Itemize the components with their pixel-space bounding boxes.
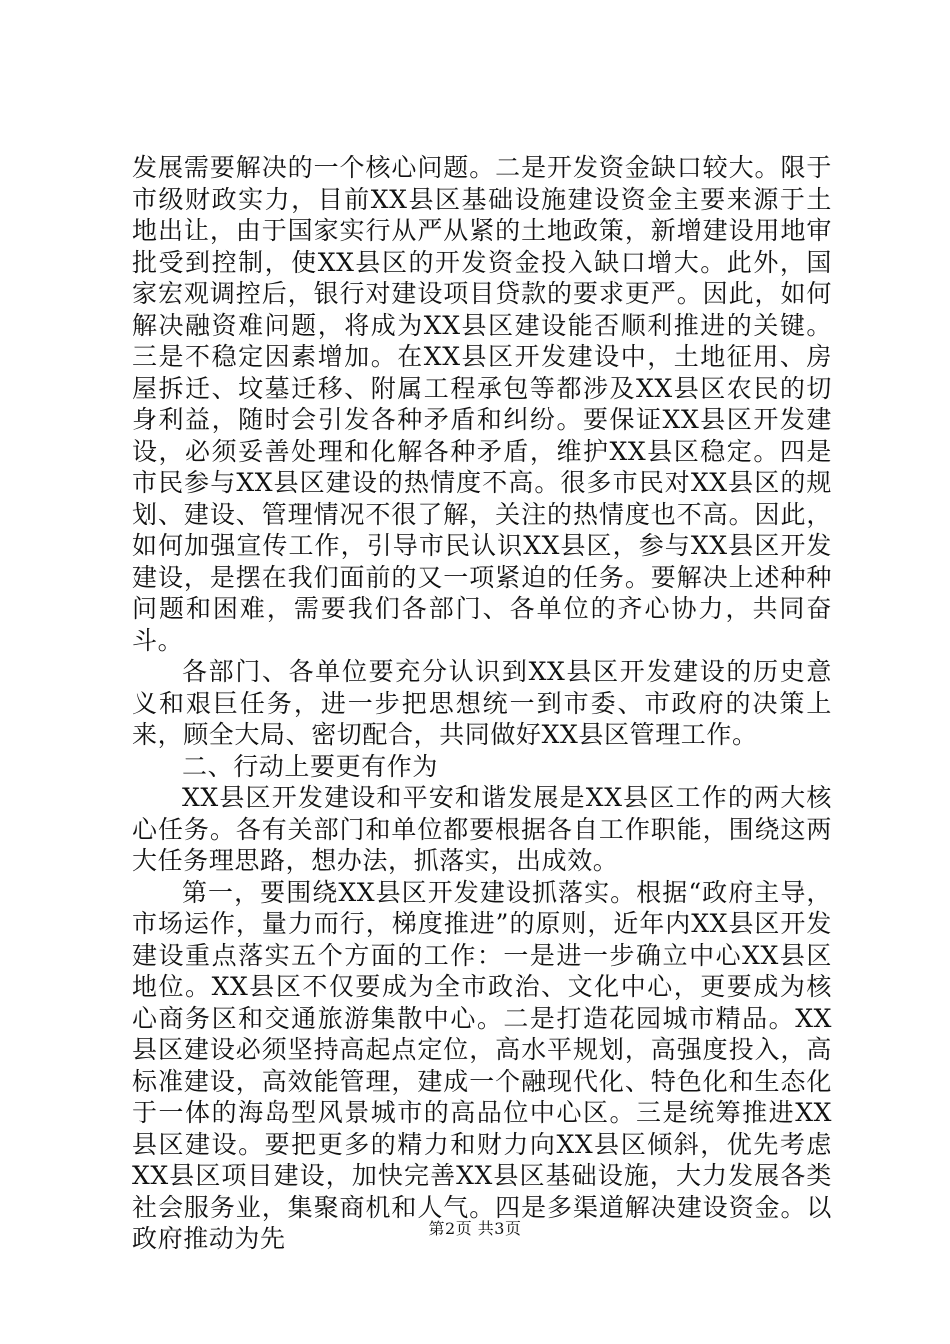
paragraph-2: 各部门、各单位要充分认识到XX县区开发建设的历史意义和艰巨任务，进一步把思想统一到市委、市政府的决策上来，顾全大局、密切配合，共同做好XX县区管理工作。 — [132, 657, 832, 749]
document-body — [132, 152, 832, 1255]
paragraph-1: 发展需要解决的一个核心问题。二是开发资金缺口较大。限于市级财政实力，目前XX县区基础设施建设资金主要来源于土地出让，由于国家实行从严从紧的土地政策，新增建设用地审批受到控制，使XX县区的开发资金投入缺口增大。此外，国家宏观调控后，银行对建设项目贷款的要求更严。因此，如何解决融资难问题，将成为XX县区建设能否顺利推进的关键。三是不稳定因素增加。在XX县区开发建设中，土地征用、房屋拆迁、坟墓迁移、附属工程承包等都涉及XX县区农民的切身利益，随时会引发各种矛盾和纠纷。要保证XX县区开发建设，必须妥善处理和化解各种矛盾，维护XX县区稳定。四是市民参与XX县区建设的热情度不高。很多市民对XX县区的规划、建设、管理情况不很了解，关注的热情度也不高。因此，如何加强宣传工作，引导市民认识XX县区，参与XX县区开发建设，是摆在我们面前的又一项紧迫的任务。要解决上述种种问题和困难，需要我们各部门、各单位的齐心协力，共同奋斗。 — [132, 153, 832, 655]
paragraph-4: 第一，要围绕XX县区开发建设抓落实。根据“政府主导，市场运作，量力而行，梯度推进”的原则，近年内XX县区开发建设重点落实五个方面的工作：一是进一步确立中心XX县区地位。XX县区不仅要成为全市政治、文化中心，更要成为核心商务区和交通旅游集散中心。二是打造花园城市精品。XX县区建设必须坚持高起点定位，高水平规划，高强度投入，高标准建设，高效能管理，建成一个融现代化、特色化和生态化于一体的海岛型风景城市的高品位中心区。三是统筹推进XX县区建设。要把更多的精力和财力向XX县区倾斜，优先考虑XX县区项目建设，加快完善XX县区基础设施，大力发展各类社会服务业，集聚商机和人气。四是多渠道解决建设资金。以政府推动为先 — [132, 877, 832, 1253]
page-number-footer: 第2页 共3页 — [428, 1219, 522, 1238]
paragraph-3: XX县区开发建设和平安和谐发展是XX县区工作的两大核心任务。各有关部门和单位都要根据各自工作职能，围绕这两大任务理思路，想办法，抓落实，出成效。 — [132, 783, 832, 875]
section-heading: 二、行动上要更有作为 — [182, 751, 439, 781]
